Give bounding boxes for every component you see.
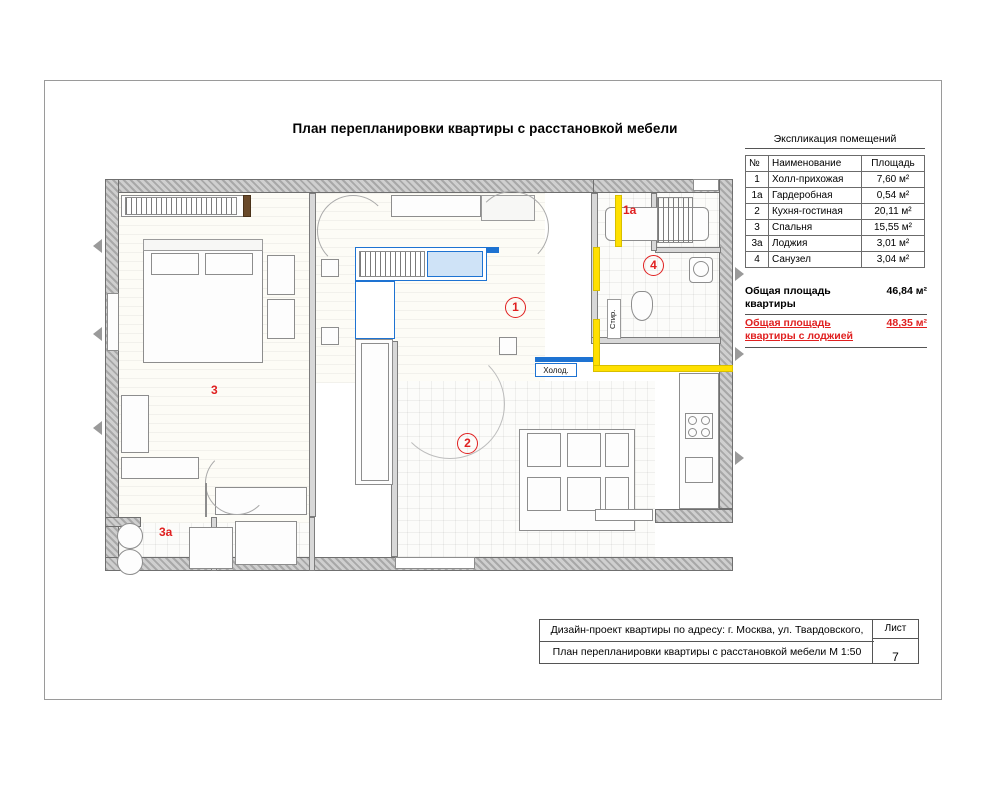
shelf-bedroom xyxy=(121,457,199,479)
table-row xyxy=(746,204,925,220)
cell-num: 4 xyxy=(746,252,769,268)
cell-num: 2 xyxy=(746,204,769,220)
partition-wardrobe-bottom xyxy=(655,247,721,253)
closet-blue-fill xyxy=(427,251,483,277)
washer-label: Стир. xyxy=(607,299,621,339)
new-wall-yellow-vertical-2 xyxy=(593,319,600,371)
table-row xyxy=(746,220,925,236)
header-area: Площадь xyxy=(862,156,925,172)
sofa-living-seat xyxy=(361,343,389,481)
sheet-number: 7 xyxy=(892,650,899,664)
hob-burner-3 xyxy=(688,428,697,437)
header-num: № xyxy=(746,156,769,172)
new-wall-yellow-1a xyxy=(615,195,622,247)
cell-name: Кухня-гостиная xyxy=(769,204,862,220)
drawing-sheet xyxy=(44,80,942,700)
title-block xyxy=(539,619,919,664)
toilet xyxy=(631,291,653,321)
window-kitchen-bottom xyxy=(395,557,475,569)
window-bedroom-left xyxy=(107,293,119,351)
loggia-chair-2 xyxy=(117,549,143,575)
window-living-bottom xyxy=(595,509,653,521)
hall-cabinet-top xyxy=(391,195,481,217)
total-area-label: Общая площадь квартиры xyxy=(745,285,831,311)
drawing-line: План перепланировки квартиры с расстановкой мебели М 1:50 xyxy=(552,646,862,659)
pillow-left xyxy=(151,253,199,275)
wall-top xyxy=(105,179,605,193)
bed-headboard xyxy=(143,239,263,251)
dimension-notch-right-2 xyxy=(735,347,744,361)
wall-left xyxy=(105,179,119,571)
loggia-chair-1 xyxy=(117,523,143,549)
hob-burner-4 xyxy=(701,428,710,437)
room-label-1: 1 xyxy=(505,297,526,318)
cell-name: Холл-прихожая xyxy=(769,172,862,188)
nightstand-right-2 xyxy=(267,299,295,339)
room-label-3a: 3а xyxy=(159,525,173,539)
cabinet-mid-3 xyxy=(499,337,517,355)
cell-num: 1 xyxy=(746,172,769,188)
loggia-partition-right xyxy=(309,517,315,571)
door-leaf-bedroom xyxy=(205,483,207,517)
table-row xyxy=(746,188,925,204)
total-area-loggia-value: 48,35 м² xyxy=(886,317,927,330)
dimension-notch-right-3 xyxy=(735,451,744,465)
project-line: Дизайн-проект квартиры по адресу: г. Москва, ул. Твардовского, xyxy=(540,620,874,642)
door-arc-kitchen xyxy=(395,349,505,459)
wardrobe-1a-hatch xyxy=(657,197,693,243)
window-bath-top xyxy=(693,179,719,191)
title-block-text xyxy=(540,620,874,663)
total-area-row xyxy=(745,283,927,315)
wardrobe-bedroom-hatch xyxy=(125,197,237,215)
table-row xyxy=(746,172,925,188)
header-name: Наименование xyxy=(769,156,862,172)
kitchen-counter-right xyxy=(679,373,719,509)
wall-bottom-right-step xyxy=(655,509,733,523)
sheet-number-block xyxy=(872,620,918,663)
floor-plan-drawing xyxy=(95,151,795,591)
fridge-label: Холод. xyxy=(535,363,577,377)
totals-block xyxy=(745,283,927,348)
hob-burner-1 xyxy=(688,416,697,425)
pillow-right xyxy=(205,253,253,275)
cell-area: 0,54 м² xyxy=(862,188,925,204)
table-header-row xyxy=(746,156,925,172)
total-area-value: 46,84 м² xyxy=(886,285,927,297)
chair-2 xyxy=(567,433,601,467)
page-title: План перепланировки квартиры с расстановкой мебели xyxy=(292,121,678,136)
total-area-loggia-row xyxy=(745,315,927,347)
wall-right xyxy=(719,179,733,509)
cell-name: Санузел xyxy=(769,252,862,268)
dimension-notch-left-1 xyxy=(93,239,102,253)
cell-num: 1а xyxy=(746,188,769,204)
dimension-notch-left-2 xyxy=(93,327,102,341)
desk-bedroom xyxy=(121,395,149,453)
chair-3 xyxy=(527,477,561,511)
room-label-2: 2 xyxy=(457,433,478,454)
cell-name: Спальня xyxy=(769,220,862,236)
door-arc-bedroom xyxy=(205,451,269,515)
chair-4 xyxy=(567,477,601,511)
loggia-bench xyxy=(235,521,297,565)
chair-6 xyxy=(605,477,629,511)
closet-blue-hatch xyxy=(359,251,425,277)
closet-blue-side xyxy=(355,281,395,339)
wardrobe-door-dark xyxy=(243,195,251,217)
cell-num: 3 xyxy=(746,220,769,236)
chair-5 xyxy=(605,433,629,467)
sheet-label: Лист xyxy=(873,620,918,639)
cell-area: 3,01 м² xyxy=(862,236,925,252)
cell-name: Гардеробная xyxy=(769,188,862,204)
cabinet-mid-2 xyxy=(321,327,339,345)
cell-area: 3,04 м² xyxy=(862,252,925,268)
cell-area: 7,60 м² xyxy=(862,172,925,188)
room-label-3: 3 xyxy=(211,383,218,397)
room-label-4: 4 xyxy=(643,255,664,276)
total-area-loggia-label: Общая площадь квартиры с лоджией xyxy=(745,317,854,343)
cell-num: 3а xyxy=(746,236,769,252)
cell-area: 20,11 м² xyxy=(862,204,925,220)
table-row xyxy=(746,252,925,268)
sink-kitchen xyxy=(685,457,713,483)
hob-burner-2 xyxy=(701,416,710,425)
blue-partition-kitchen xyxy=(535,357,593,362)
cell-area: 15,55 м² xyxy=(862,220,925,236)
cabinet-mid-1 xyxy=(321,259,339,277)
dimension-notch-right-1 xyxy=(735,267,744,281)
nightstand-right-1 xyxy=(267,255,295,295)
new-wall-yellow-vertical xyxy=(593,247,600,291)
sink-bath-basin xyxy=(693,261,709,277)
partition-bedroom-right xyxy=(309,193,316,517)
exposition-table xyxy=(745,155,925,268)
dimension-notch-left-3 xyxy=(93,421,102,435)
new-wall-yellow-horizontal xyxy=(593,365,733,372)
cell-name: Лоджия xyxy=(769,236,862,252)
chair-1 xyxy=(527,433,561,467)
loggia-table xyxy=(189,527,233,569)
table-row xyxy=(746,236,925,252)
exposition-title: Экспликация помещений xyxy=(745,133,925,149)
room-label-1a: 1а xyxy=(623,203,637,217)
exposition-block xyxy=(745,133,925,268)
